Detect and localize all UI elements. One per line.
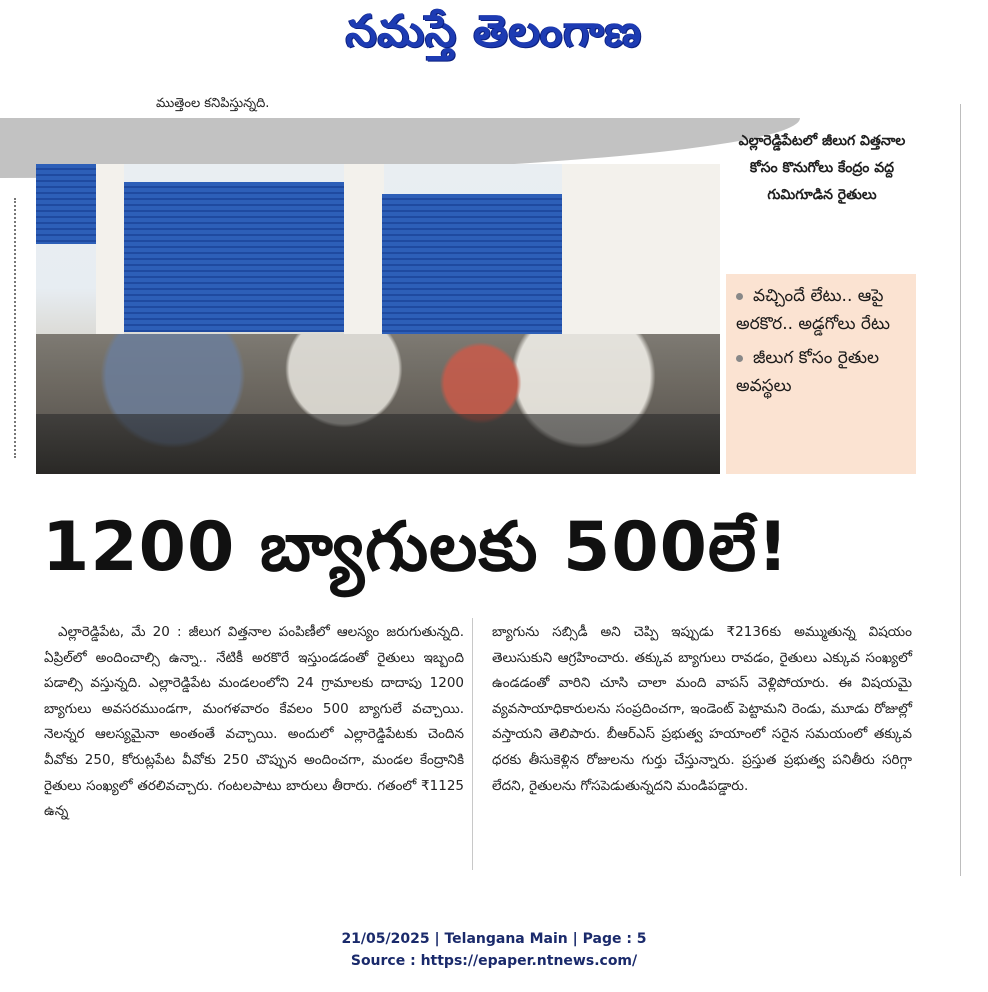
- article-body-left: ఎల్లారెడ్డిపేట, మే 20 : జీలుగ విత్తనాల పంపిణీలో ఆలస్యం జరుగుతున్నది. ఏప్రిల్‌లో అందించాల్సి ఉన్నా.. నేటికీ అరకొరే ఇస్తుండడంతో రైతులు ఇబ్బంది పడాల్సి వస్తున్నది. ఎల్లారెడ్డిపేట మండలంలోని 24 గ్రామాలకు దాదాపు 1200 బ్యాగులు అవసరముండగా, మంగళవారం కేవలం 500 బ్యాగులే వచ్చాయి. నెలన్నర ఆలస్యమైనా అంతంతే వచ్చాయి. అందులో ఎల్లారెడ్డిపేటకు చెందిన వీవోకు 250, కోరుట్లపేట వీవోకు 250 చొప్పున అందించగా, మండల కేంద్రానికి రైతులు సంఖ్యలో తరలివచ్చారు. గంటలపాటు బారులు తీరారు. గతంలో ₹1125 ఉన్న: [44, 624, 464, 820]
- highlight-item: వచ్చిందే లేటు.. ఆపై అరకొర.. అడ్డగోలు రేటు: [736, 286, 890, 334]
- column-divider: [472, 618, 473, 870]
- motorcycles: [36, 414, 720, 474]
- right-border: [960, 104, 961, 876]
- news-photo: [36, 164, 720, 474]
- pillar: [344, 164, 384, 334]
- shutter-center: [124, 182, 344, 332]
- news-clipping: [0, 88, 988, 878]
- bullet-icon: [736, 355, 743, 362]
- page-footer: [0, 928, 988, 972]
- source-link[interactable]: Source : https://epaper.ntnews.com/: [350, 953, 638, 969]
- photo-caption: ఎల్లారెడ్డిపేటలో జీలుగ విత్తనాల కోసం కొనుగోలు కేంద్రం వద్ద గుమిగూడిన రైతులు: [738, 133, 906, 203]
- top-snippet: ముత్తెంల కనిపిస్తున్నది.: [156, 96, 270, 111]
- masthead: [0, 0, 988, 78]
- dotted-border: [14, 198, 16, 458]
- building-wall: [562, 164, 720, 334]
- highlight-item: జీలుగ కోసం రైతుల అవస్థలు: [736, 348, 879, 396]
- edition-info: 21/05/2025 | Telangana Main | Page : 5: [341, 931, 647, 947]
- bullet-icon: [736, 293, 743, 300]
- pillar: [96, 164, 124, 334]
- highlights-box: [726, 274, 916, 474]
- shutter-right: [382, 194, 562, 334]
- article-body-right: బ్యాగును సబ్సిడీ అని చెప్పి ఇప్పుడు ₹2136కు అమ్ముతున్న విషయం తెలుసుకుని ఆగ్రహించారు. తక్కువ బ్యాగులు రావడం, రైతులు ఎక్కువ సంఖ్యలో ఉండడంతో వారిని చూసి చాలా మంది వాపస్ వెళ్లిపోయారు. ఈ విషయమై వ్యవసాయాధికారులను సంప్రదించగా, ఇండెంట్ పెట్టామని రెండు, మూడు రోజుల్లో వస్తాయని తెలిపారు. బీఆర్‌ఎస్ ప్రభుత్వ హయాంలో సరైన సమయంలో తక్కువ ధరకు తీసుకెళ్లిన రోజులను గుర్తు చేస్తున్నారు. ప్రస్తుత ప్రభుత్వ పనితీరు సరిగ్గా లేదని, రైతులను గోసపెడుతున్నదని మండిపడ్డారు.: [492, 624, 912, 794]
- shutter-left: [36, 164, 96, 244]
- newspaper-logo: నమస్తే తెలంగాణ: [345, 6, 643, 57]
- headline: 1200 బ్యాగులకు 500లే!: [42, 508, 790, 587]
